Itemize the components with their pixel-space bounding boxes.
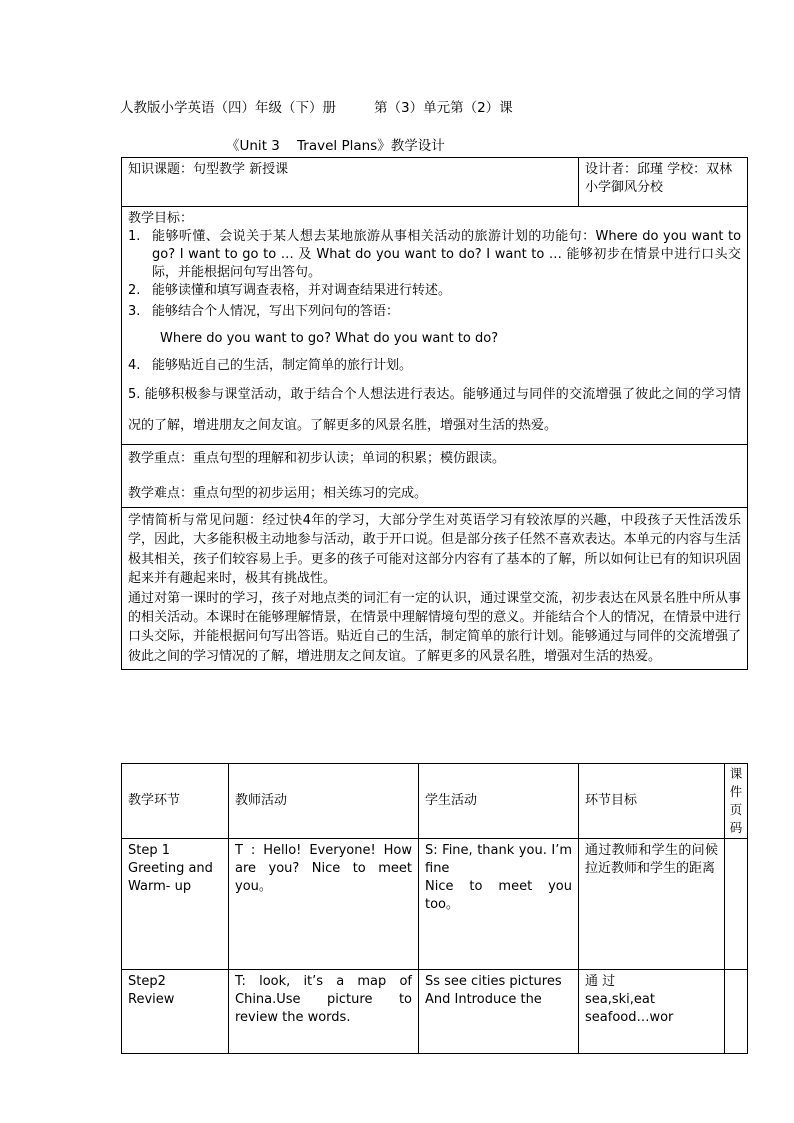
objective-text: 能够结合个人情况，写出下列问句的答语： [152,304,400,319]
objective-num: 4. [128,358,141,373]
lesson-label: 第（3）单元第（2）课 [374,100,513,116]
topic-text: 知识课题：句型教学 新授课 [128,162,289,177]
objectives-title: 教学目标： [128,211,194,226]
analysis-paragraph-2: 通过对第一课时的学习，孩子对地点类的词汇有一定的认识，通过课堂交流，初步表达在风景名胜中所从事的相关活动。本课时在能够理解情景，在情景中理解情境句型的意义。并能结合个人的情况，在情景中进行口头交际，并能根据问句写出答语。贴近自己的生活，制定简单的旅行计划。能够通过与同伴的交流增强了彼此之间的学习情况的了解，增进朋友之间友谊。了解更多的风景名胜，增强对生活的热爱。 [128,590,742,664]
objective-item [128,228,741,282]
objective-text: 能够读懂和填写调查表格，并对调查结果进行转述。 [152,283,452,298]
step-cell: Step 1 Greeting and Warm- up [122,839,229,970]
objectives-row [122,207,748,445]
objective-num: 3. [128,304,141,319]
header-teacher: 教师活动 [229,764,419,839]
teacher-cell: T : Hello! Everyone! How are you? Nice to meet you。 [229,839,419,970]
goal-cell: 通过教师和学生的问候拉近教师和学生的距离 [579,839,725,970]
analysis-paragraph-1: 学情简析与常见问题：经过快4年的学习，大部分学生对英语学习有较浓厚的兴趣，中段孩子天性活泼乐学，因此，大多能积极主动地参与活动，敢于开口说。但是部分孩子任然不喜欢表达。本单元的内容与生活极其相关，孩子们较容易上手。更多的孩子可能对这部分内容有了基本的了解，所以如何让已有的知识巩固起来并有趣起来时，极其有挑战性。 [128,513,742,587]
key-points-row [122,445,748,508]
doc-title: 《Unit 3 Travel Plans》教学设计 [226,138,445,154]
steps-table [121,763,748,1054]
objective-text: 能够听懂、会说关于某人想去某地旅游从事相关活动的旅游计划的功能句：Where do you want to go? I want to go to … 及 What do you want to do? I want to … 能够初步在情景中进行口头交际，并能根据问句写出答句。 [152,229,742,280]
topic-cell [122,158,579,207]
course-label: 人教版小学英语（四）年级（下）册 [120,100,336,116]
key-points-text: 教学重点：重点句型的理解和初步认读；单词的积累；模仿跟读。 [128,451,506,466]
table-row [122,839,748,970]
doc-header-line [120,96,513,116]
objective-item-5: 5. 能够积极参与课堂活动，敢于结合个人想法进行表达。能够通过与同伴的交流增强了彼此之间的学习情况的了解，增进朋友之间友谊。了解更多的风景名胜，增强对生活的热爱。 [128,387,742,433]
lesson-plan-table [121,157,748,670]
student-cell: Ss see cities pictures And Introduce the [419,970,579,1054]
objectives-cell [122,207,748,445]
teacher-cell: T: look, it’s a map of China.Use picture to review the words. [229,970,419,1054]
objective-item [128,303,741,321]
header-student: 学生活动 [419,764,579,839]
page-cell [725,970,748,1054]
objective-text: 能够贴近自己的生活，制定简单的旅行计划。 [152,358,413,373]
info-row [122,158,748,207]
header-goal: 环节目标 [579,764,725,839]
designer-cell [579,158,748,207]
objective-item [128,357,741,375]
target-sentences: Where do you want to go? What do you want to do? [160,331,499,346]
header-step: 教学环节 [122,764,229,839]
objective-item [128,282,741,300]
objective-num: 2. [128,283,141,298]
steps-header-row [122,764,748,839]
page-cell [725,839,748,970]
table-row [122,970,748,1054]
analysis-row [122,508,748,670]
goal-cell: 通 过 sea,ski,eat seafood…wor [579,970,725,1054]
key-points-cell [122,445,748,508]
difficult-points-text: 教学难点：重点句型的初步运用；相关练习的完成。 [128,486,428,501]
step-cell: Step2 Review [122,970,229,1054]
objective-num: 1. [128,229,141,244]
student-cell: S: Fine, thank you. I’m fine Nice to meet you too。 [419,839,579,970]
designer-text: 设计者：邱瑾 学校：双林小学御风分校 [585,162,733,195]
header-page: 课件页码 [725,764,748,839]
analysis-cell [122,508,748,670]
